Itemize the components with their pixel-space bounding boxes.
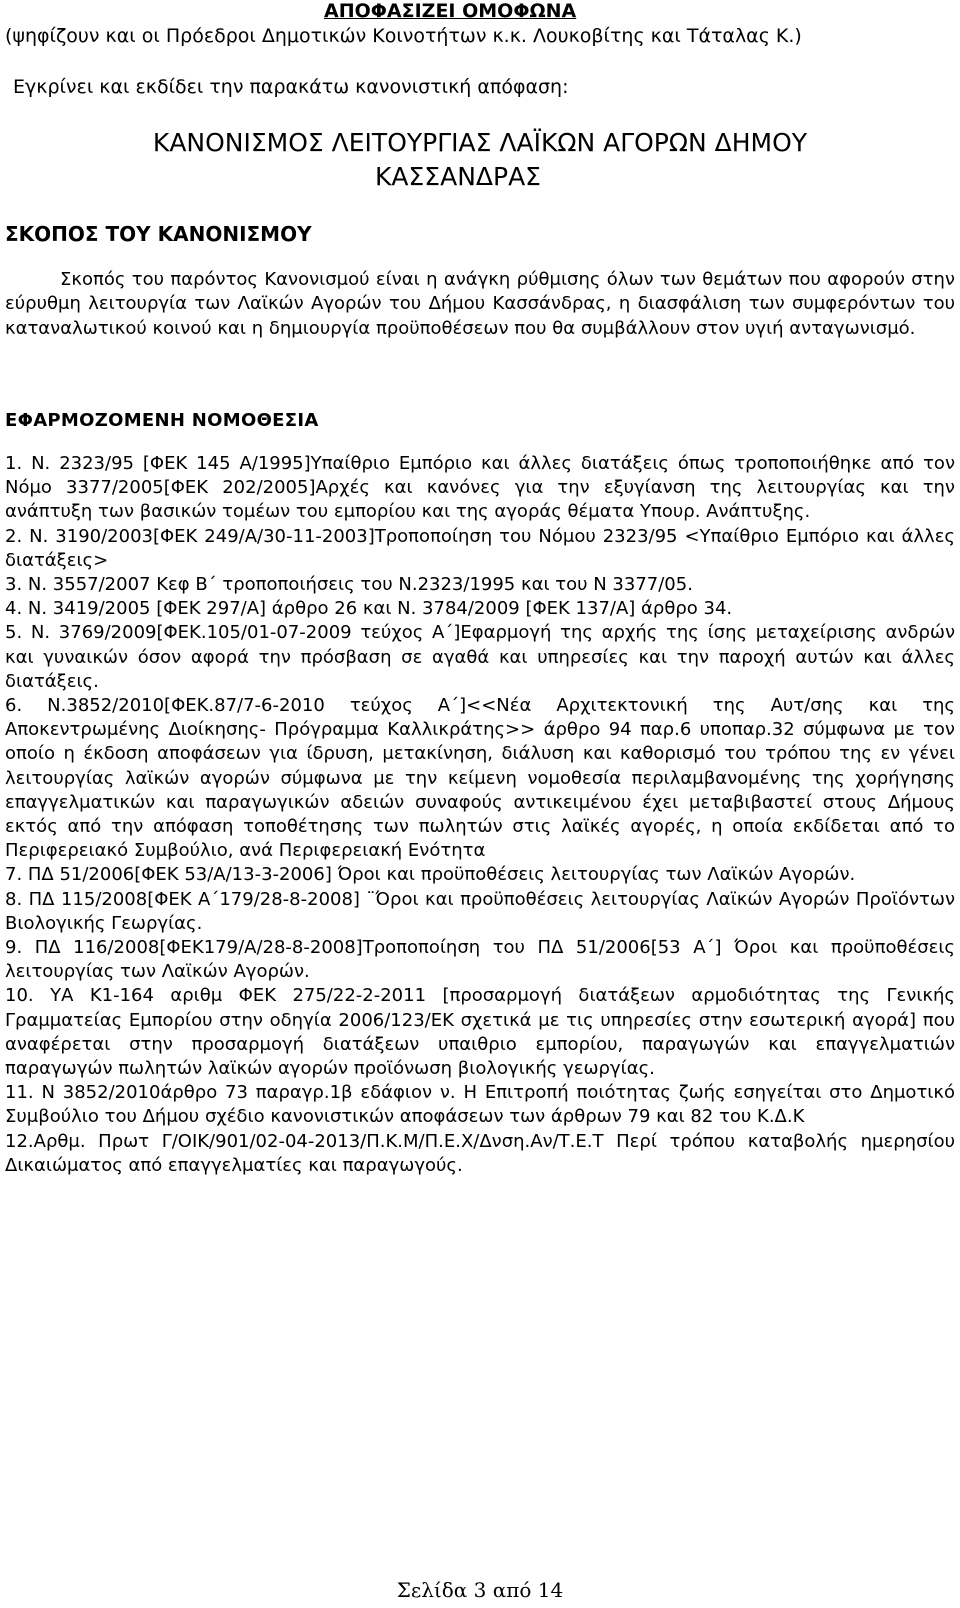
page-number: Σελίδα 3 από 14 <box>396 1578 564 1602</box>
legislation-item: 5. Ν. 3769/2009[ΦΕΚ.105/01-07-2009 τεύχος Α΄]Εφαρμογή της αρχής της ίσης μεταχείρισης ανδρών και γυναικών όσον αφορά την πρόσβαση σε αγαθά και υπηρεσίες και την παροχή αυτών και άλλες διατάξεις. <box>5 622 955 692</box>
legislation-heading: ΕΦΑΡΜΟΖΟΜΕΝΗ ΝΟΜΟΘΕΣΙΑ <box>5 410 319 431</box>
legislation-item: 7. ΠΔ 51/2006[ΦΕΚ 53/Α/13-3-2006] Όροι και προϋποθέσεις λειτουργίας των Λαϊκών Αγορών. <box>5 864 856 886</box>
regulation-title-line2: ΚΑΣΣΑΝΔΡΑΣ <box>375 162 541 191</box>
legislation-item: 6. Ν.3852/2010[ΦΕΚ.87/7-6-2010 τεύχος Α΄]<<Νέα Αρχιτεκτονική της Αυτ/σης και της Αποκεντρωμένης Διοίκησης- Πρόγραμμα Καλλικράτης>> άρθρο 94 παρ.6 υποπαρ.32 σύμφωνα με τον οποίο η έκδοση αποφάσεων για ίδρυση, μετακίνηση, διάλυση και καθορισμό του τρόπου της εν γένει λειτουργίας λαϊκών αγορών σύμφωνα με την κείμενη νομοθεσία περιλαμβανομένης της χορήγησης επαγγελματικών και παραγωγικών αδειών συναφούς αντικειμένου έχει μεταβιβαστεί στους Δήμους εκτός από την απόφαση τοποθέτησης των πωλητών στις λαϊκές αγορές, η οποία εκδίδεται από το Περιφερειακό Συμβούλιο, ανά Περιφερειακή Ενότητα <box>5 695 955 862</box>
legislation-list <box>5 452 955 1178</box>
legislation-item: 2. Ν. 3190/2003[ΦΕΚ 249/Α/30-11-2003]Τροποποίηση του Νόμου 2323/95 <Υπαίθριο Εμπόριο και άλλες διατάξεις> <box>5 525 955 571</box>
legislation-item: 10. ΥΑ Κ1-164 αριθμ ΦΕΚ 275/22-2-2011 [προσαρμογή διατάξεων αρμοδιότητας της Γενικής Γραμματείας Εμπορίου στην οδηγία 2006/123/ΕΚ σχετικά με τις υπηρεσίες στην εσωτερική αγορά] που αναφέρεται στην προσαρμογή διατάξεων υπαιθριο εμπορίου, παραγωγών και επαγγελματιών παραγωγών πωλητών λαϊκών αγορών προϊόνωση βιολογικής γεωργίας. <box>5 985 955 1080</box>
approval-statement: Εγκρίνει και εκδίδει την παρακάτω κανονιστική απόφαση: <box>13 76 569 98</box>
legislation-item: 9. ΠΔ 116/2008[ΦΕΚ179/Α/28-8-2008]Τροποποίηση του ΠΔ 51/2006[53 Α΄] Όροι και προϋποθέσεις λειτουργίας των Λαϊκών Αγορών. <box>5 937 955 983</box>
legislation-item: 4. Ν. 3419/2005 [ΦΕΚ 297/Α] άρθρο 26 και Ν. 3784/2009 [ΦΕΚ 137/Α] άρθρο 34. <box>5 598 733 620</box>
legislation-item: 3. Ν. 3557/2007 Κεφ Β΄ τροποποιήσεις του Ν.2323/1995 και του Ν 3377/05. <box>5 574 693 596</box>
purpose-paragraph: Σκοπός του παρόντος Κανονισμού είναι η ανάγκη ρύθμισης όλων των θεμάτων που αφορούν στην εύρυθμη λειτουργία των Λαϊκών Αγορών του Δήμου Κασσάνδρας, η διασφάλιση των συμφερόντων του καταναλωτικού κοινού και η δημιουργία προϋποθέσεων που θα συμβάλλουν στον υγιή ανταγωνισμό. <box>5 269 955 339</box>
legislation-item: 8. ΠΔ 115/2008[ΦΕΚ Α΄179/28-8-2008] ¨Όροι και προϋποθέσεις λειτουργίας Λαϊκών Αγορών Προϊόντων Βιολογικής Γεωργίας. <box>5 888 955 934</box>
regulation-title-line1: ΚΑΝΟΝΙΣΜΟΣ ΛΕΙΤΟΥΡΓΙΑΣ ΛΑΪΚΩΝ ΑΓΟΡΩΝ ΔΗΜΟΥ <box>152 128 808 157</box>
legislation-item: 1. Ν. 2323/95 [ΦΕΚ 145 Α/1995]Υπαίθριο Εμπόριο και άλλες διατάξεις όπως τροποποιήθηκε από τον Νόμο 3377/2005[ΦΕΚ 202/2005]Αρχές και κανόνες για την εξυγίανση της λειτουργίας και την ανάπτυξη των βασικών τομέων του εμπορίου και της αγοράς θέματα Υπουρ. Ανάπτυξης. <box>5 453 955 523</box>
decision-heading: ΑΠΟΦΑΣΙΖΕΙ ΟΜΟΦΩΝΑ <box>324 0 577 22</box>
legislation-item: 11. Ν 3852/2010άρθρο 73 παραγρ.1β εδάφιον ν. Η Επιτροπή ποιότητας ζωής εσηγείται στο Δημοτικό Συμβούλιο του Δήμου σχέδιο κανονιστικών αποφάσεων των άρθρων 79 και 82 του Κ.Δ.Κ <box>5 1082 955 1128</box>
legislation-item: 12.Αρθμ. Πρωτ Γ/ΟΙΚ/901/02-04-2013/Π.Κ.Μ/Π.Ε.Χ/Δνση.Αν/Τ.Ε.Τ Περί τρόπου καταβολής ημερησίου Δικαιώματος από επαγγελματίες και παραγωγούς. <box>5 1130 955 1176</box>
voters-note: (ψηφίζουν και οι Πρόεδροι Δημοτικών Κοινοτήτων κ.κ. Λουκοβίτης και Τάταλας Κ.) <box>5 25 802 47</box>
purpose-heading: ΣΚΟΠΟΣ ΤΟΥ ΚΑΝΟΝΙΣΜΟΥ <box>5 222 312 246</box>
